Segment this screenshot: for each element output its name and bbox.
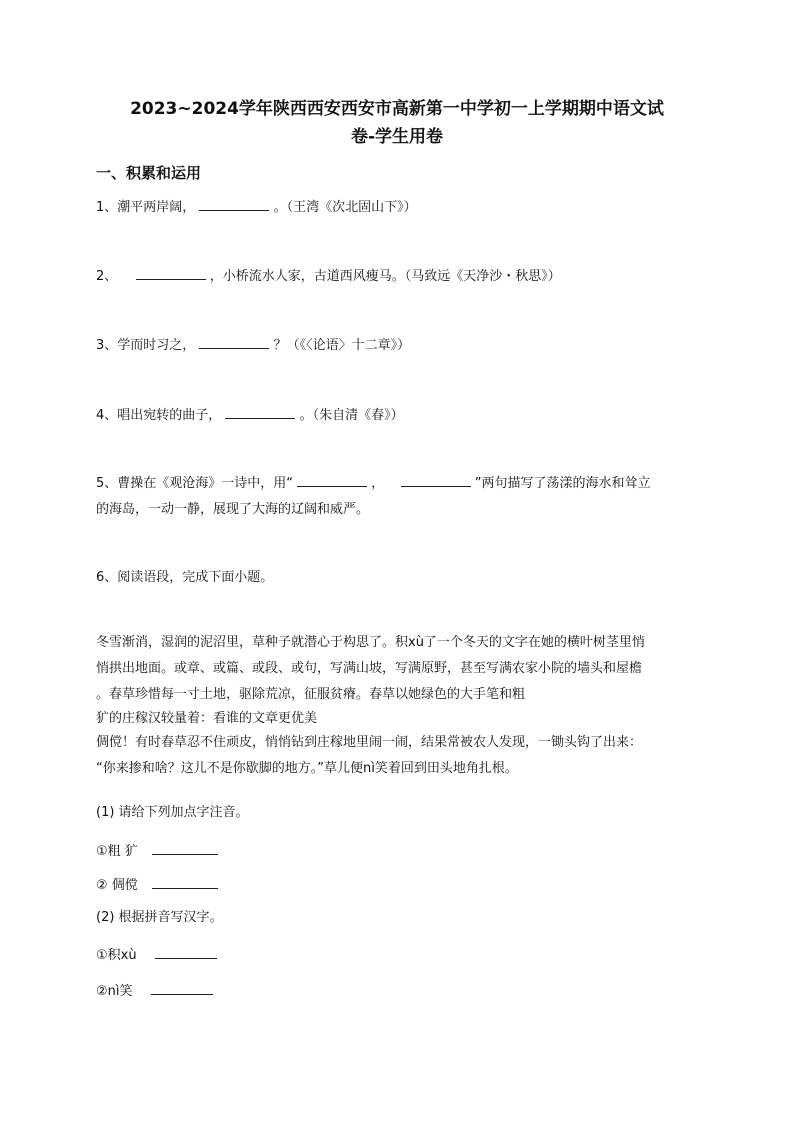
- passage-line: 冬雪渐消，湿润的泥沼里，草种子就潜心于构思了。积xù了一个冬天的文字在她的横叶树茎里悄: [96, 635, 645, 650]
- subquestion-2b: [96, 980, 213, 1002]
- question-3: [96, 334, 410, 356]
- subquestion-2: (2) 根据拼音写汉字。: [96, 910, 223, 925]
- answer-blank[interactable]: [151, 980, 213, 995]
- answer-blank[interactable]: [225, 404, 295, 419]
- passage-line: 。春草珍惜每一寸土地，驱除荒凉，征服贫瘠。春草以她绿色的大手笔和粗: [96, 687, 526, 702]
- answer-blank[interactable]: [401, 472, 471, 487]
- question-2: [96, 265, 561, 287]
- subquestion-1: (1) 请给下列加点字注音。: [96, 805, 249, 820]
- answer-blank[interactable]: [297, 472, 367, 487]
- question-4-text: 4、唱出宛转的曲子，: [96, 408, 222, 423]
- question-5: [96, 472, 650, 494]
- question-1-text: 1、潮平两岸阔，: [96, 200, 196, 215]
- question-5-separator: ，: [371, 476, 385, 491]
- question-5-line2: 的海岛，一动一静，展现了大海的辽阔和威严。: [96, 502, 370, 517]
- question-3-text: 3、学而时习之，: [96, 338, 196, 353]
- answer-blank[interactable]: [199, 334, 269, 349]
- page-title-line2: 卷-学生用卷: [350, 127, 444, 147]
- question-2-number: 2、: [96, 269, 118, 284]
- question-4-source: 。（朱自清《春》）: [299, 408, 404, 423]
- answer-blank[interactable]: [152, 874, 218, 889]
- answer-blank[interactable]: [155, 944, 217, 959]
- passage-line: 犷的庄稼汉较量着：看谁的文章更优美: [96, 711, 318, 726]
- reading-passage: [96, 630, 696, 782]
- question-5-text: 5、曹操在《观沧海》一诗中，用“: [96, 476, 294, 491]
- subquestion-1b-label: ② 倜傥: [96, 878, 138, 893]
- passage-line: “你来掺和啥？这儿不是你歇脚的地方。”草儿便nì笑着回到田头地角扎根。: [96, 761, 518, 776]
- subquestion-2a-label: ①积xù: [96, 948, 137, 963]
- question-6: 6、阅读语段，完成下面小题。: [96, 570, 274, 585]
- passage-line: 倜傥！有时春草忍不住顽皮，悄悄钻到庄稼地里闹一闹，结果常被农人发现，一锄头钩了出来：: [96, 735, 643, 750]
- question-1: [96, 196, 417, 218]
- question-3-source: ？（《〈论语〉十二章》）: [273, 338, 411, 353]
- page-title-line1: 2023~2024学年陕西西安西安市高新第一中学初一上学期期中语文试: [130, 99, 664, 119]
- subquestion-1a-label: ①粗 犷: [96, 844, 138, 859]
- subquestion-2a: [96, 944, 217, 966]
- question-5-text-end: ”两句描写了荡漾的海水和耸立: [474, 476, 651, 491]
- passage-line: 悄拱出地面。或章、或篇、或段、或句，写满山坡，写满原野，甚至写满农家小院的墙头和屋檐: [96, 661, 643, 676]
- answer-blank[interactable]: [152, 840, 218, 855]
- question-2-text: ，小桥流水人家，古道西风瘦马。（马致远《天净沙・秋思》）: [209, 269, 561, 284]
- answer-blank[interactable]: [136, 265, 206, 280]
- subquestion-1b: [96, 874, 218, 896]
- section-heading: 一、积累和运用: [96, 164, 202, 182]
- question-4: [96, 404, 404, 426]
- subquestion-1a: [96, 840, 218, 862]
- question-1-source: 。（王湾《次北固山下》）: [273, 200, 417, 215]
- subquestion-2b-label: ②nì笑: [96, 984, 133, 999]
- answer-blank[interactable]: [199, 196, 269, 211]
